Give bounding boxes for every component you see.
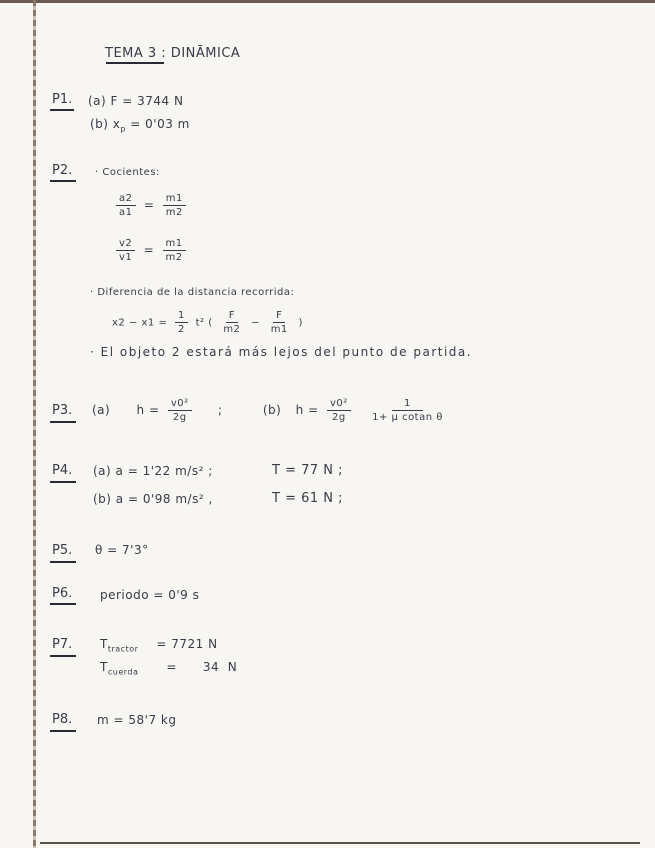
- p6-answer: periodo = 0'9 s: [100, 588, 200, 602]
- p2-eq-velocity: [112, 238, 190, 263]
- p7-r1-sub: tractor: [107, 644, 139, 654]
- p2-eq-accel: [112, 193, 190, 218]
- p5-label: P5.: [52, 543, 73, 558]
- p2-diff-intro: · Diferencia de la distancia recorrida:: [90, 287, 295, 298]
- page-binding-edge: [33, 0, 36, 848]
- p3-b-num: v0²: [327, 398, 351, 411]
- p6-underline: [50, 603, 76, 605]
- page-title: TEMA 3 : DINĀMICA: [105, 46, 241, 61]
- p8-label: P8.: [52, 712, 73, 727]
- p1-b-rest: = 0'03 m: [125, 117, 190, 131]
- p4-answer-a-tension: T = 77 N ;: [272, 463, 344, 478]
- p2-eq1-den-r: m2: [165, 207, 183, 218]
- p2-eq1-num-r: m1: [163, 193, 186, 206]
- p3-sep: ;: [217, 403, 223, 417]
- p2-eq2-eq: =: [143, 243, 155, 257]
- p2-diff-lhs: x2 − x1 =: [112, 317, 168, 329]
- p5-answer: θ = 7'3°: [95, 543, 149, 557]
- p3-b2-den: 1+ μ cotan θ: [372, 412, 443, 423]
- p4-underline: [50, 481, 76, 483]
- p7-label: P7.: [52, 637, 73, 652]
- p1-underline: [50, 109, 74, 111]
- p7-r2-val: = 34 N: [166, 660, 238, 674]
- p7-row-tractor: [100, 637, 218, 653]
- p2-intro: · Cocientes:: [95, 167, 160, 178]
- p6-label: P6.: [52, 586, 73, 601]
- p1-answer-a: (a) F = 3744 N: [88, 94, 184, 108]
- p3-a-num: v0²: [168, 398, 192, 411]
- p7-r1-name: T: [100, 637, 108, 651]
- page-bottom-line: [40, 842, 640, 844]
- p1-answer-b: [90, 117, 190, 133]
- p3-a-lhs: h =: [136, 403, 160, 417]
- p2-label: P2.: [52, 163, 73, 178]
- p2-f2-den: m1: [270, 324, 288, 335]
- p2-eq2-num-r: m1: [163, 238, 186, 251]
- p2-diff-equation: [112, 310, 303, 335]
- p2-diff-t: t² (: [195, 317, 213, 329]
- p3-a-label: (a): [92, 403, 111, 417]
- p8-answer: m = 58'7 kg: [97, 713, 177, 727]
- p7-r2-name: T: [100, 660, 108, 674]
- p3-a-den: 2g: [172, 412, 187, 423]
- p2-eq1-den-l: a1: [119, 207, 133, 218]
- p2-half-den: 2: [178, 324, 185, 335]
- page-top-edge: [0, 0, 655, 3]
- p3-label: P3.: [52, 403, 73, 418]
- p7-r1-val: = 7721 N: [156, 637, 218, 651]
- p1-label: P1.: [52, 92, 73, 107]
- p2-f1-den: m2: [223, 324, 241, 335]
- p4-answer-b-tension: T = 61 N ;: [272, 491, 344, 506]
- title-underline: [106, 62, 164, 64]
- p3-b-lhs: h =: [295, 403, 319, 417]
- p2-eq1-eq: =: [143, 198, 155, 212]
- p4-answer-b: (b) a = 0'98 m/s² ,: [93, 492, 213, 506]
- p3-underline: [50, 421, 76, 423]
- p1-b-sub: p: [120, 124, 126, 134]
- p3-b-den: 2g: [332, 412, 346, 423]
- p8-underline: [50, 730, 76, 732]
- p2-half-num: 1: [175, 310, 188, 323]
- p3-answers: [92, 398, 450, 423]
- p2-eq2-den-r: m2: [165, 252, 183, 263]
- p4-answer-a: (a) a = 1'22 m/s² ;: [93, 464, 213, 478]
- p3-b-label: (b): [262, 403, 282, 417]
- p2-diff-close: ): [298, 317, 303, 329]
- p2-eq2-den-l: v1: [119, 252, 133, 263]
- p2-eq2-num-l: v2: [116, 238, 135, 251]
- p2-diff-minus: −: [251, 317, 260, 329]
- p7-underline: [50, 655, 76, 657]
- p2-eq1-num-l: a2: [116, 193, 136, 206]
- p2-f2-num: F: [273, 310, 285, 323]
- p7-row-cuerda: [100, 660, 237, 676]
- p3-b2-num: 1: [392, 398, 423, 411]
- p2-f1-num: F: [226, 310, 238, 323]
- p2-underline: [50, 180, 76, 182]
- p1-b-prefix: (b) x: [90, 117, 121, 131]
- p7-r2-sub: cuerda: [107, 667, 139, 677]
- p4-label: P4.: [52, 463, 73, 478]
- p5-underline: [50, 561, 76, 563]
- p2-conclusion: · El objeto 2 estará más lejos del punto de partida.: [90, 345, 473, 359]
